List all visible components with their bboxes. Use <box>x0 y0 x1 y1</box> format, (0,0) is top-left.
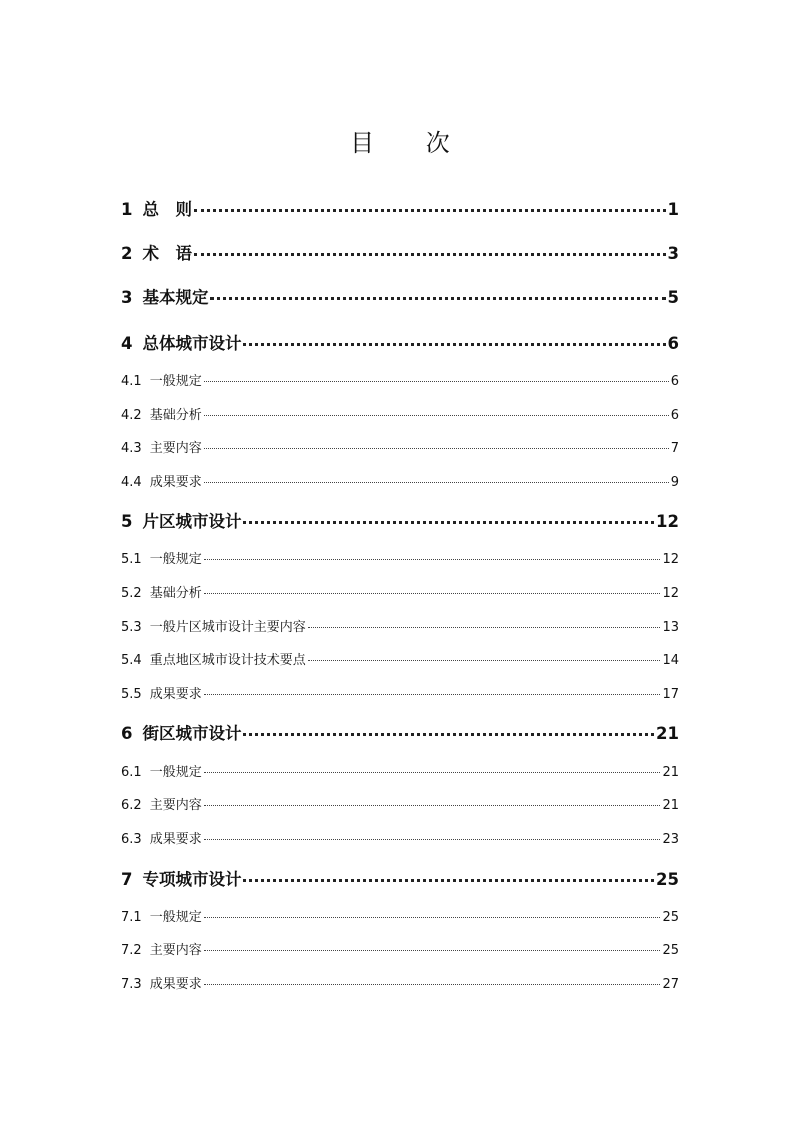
toc-chapter-entry[interactable] <box>121 332 679 356</box>
toc-page-number: 12 <box>656 512 679 531</box>
toc-section-entry[interactable] <box>121 473 679 493</box>
toc-dot-leader <box>204 984 661 985</box>
toc-entry-title: 专项城市设计 <box>142 870 242 889</box>
toc-chapter-entry[interactable] <box>121 510 679 534</box>
toc-dot-leader <box>204 839 661 840</box>
toc-entry-number: 2 <box>121 244 133 263</box>
toc-section-entry[interactable] <box>121 908 679 928</box>
toc-dot-leader <box>204 448 669 449</box>
toc-page-number: 1 <box>667 200 679 219</box>
toc-dot-leader <box>204 950 661 951</box>
toc-entry-title: 主要内容 <box>149 798 202 813</box>
toc-entry-number: 4.3 <box>121 441 142 456</box>
toc-entry-number: 7 <box>121 870 133 889</box>
toc-dot-leader <box>243 879 654 882</box>
toc-dot-leader <box>210 297 665 300</box>
toc-entry-number: 6 <box>121 724 133 743</box>
toc-section-entry[interactable] <box>121 439 679 459</box>
toc-entry-title: 术 语 <box>142 244 192 263</box>
toc-entry-title: 成果要求 <box>149 687 202 702</box>
toc-page-number: 17 <box>662 687 679 702</box>
toc-entry-title: 总体城市设计 <box>142 334 242 353</box>
toc-dot-leader <box>204 381 669 382</box>
toc-section-entry[interactable] <box>121 584 679 604</box>
toc-entry-title: 一般规定 <box>149 374 202 389</box>
toc-entry-title: 主要内容 <box>149 441 202 456</box>
toc-dot-leader <box>204 917 661 918</box>
toc-entry-number: 6.1 <box>121 765 142 780</box>
toc-entry-title: 基础分析 <box>149 408 202 423</box>
toc-page-number: 12 <box>662 586 679 601</box>
toc-entry-number: 6.2 <box>121 798 142 813</box>
toc-page-number: 21 <box>656 724 679 743</box>
toc-entry-title: 一般规定 <box>149 765 202 780</box>
toc-entry-title: 片区城市设计 <box>142 512 242 531</box>
toc-section-entry[interactable] <box>121 685 679 705</box>
toc-page-number: 12 <box>662 552 679 567</box>
toc-entry-number: 4.4 <box>121 475 142 490</box>
toc-entry-title: 街区城市设计 <box>142 724 242 743</box>
toc-entry-number: 7.3 <box>121 977 142 992</box>
toc-section-entry[interactable] <box>121 618 679 638</box>
toc-section-entry[interactable] <box>121 550 679 570</box>
toc-entry-number: 5.2 <box>121 586 142 601</box>
toc-section-entry[interactable] <box>121 975 679 995</box>
toc-dot-leader <box>204 415 669 416</box>
toc-page-number: 7 <box>670 441 679 456</box>
toc-entry-title: 一般规定 <box>149 552 202 567</box>
toc-page-number: 13 <box>662 620 679 635</box>
page-title: 目 次 <box>350 129 472 157</box>
toc-page-number: 25 <box>662 943 679 958</box>
toc-dot-leader <box>204 559 661 560</box>
toc-entry-number: 1 <box>121 200 133 219</box>
toc-page-number: 27 <box>662 977 679 992</box>
toc-entry-title: 总 则 <box>142 200 192 219</box>
toc-entry-title: 基础分析 <box>149 586 202 601</box>
toc-entry-title: 一般片区城市设计主要内容 <box>149 620 306 635</box>
toc-entry-title: 一般规定 <box>149 910 202 925</box>
toc-entry-number: 5.5 <box>121 687 142 702</box>
toc-section-entry[interactable] <box>121 372 679 392</box>
toc-page-number: 6 <box>670 374 679 389</box>
toc-dot-leader <box>308 660 661 661</box>
toc-chapter-entry[interactable] <box>121 242 679 266</box>
toc-page-number: 6 <box>667 334 679 353</box>
toc-section-entry[interactable] <box>121 406 679 426</box>
toc-dot-leader <box>204 694 661 695</box>
toc-entry-title: 重点地区城市设计技术要点 <box>149 653 306 668</box>
toc-entry-number: 4.1 <box>121 374 142 389</box>
toc-page-number: 25 <box>656 870 679 889</box>
toc-entry-number: 4.2 <box>121 408 142 423</box>
toc-dot-leader <box>243 343 665 346</box>
toc-section-entry[interactable] <box>121 763 679 783</box>
toc-page-number: 21 <box>662 798 679 813</box>
toc-entry-title: 主要内容 <box>149 943 202 958</box>
toc-dot-leader <box>243 521 654 524</box>
toc-page-number: 23 <box>662 832 679 847</box>
toc-chapter-entry[interactable] <box>121 722 679 746</box>
toc-entry-number: 7.2 <box>121 943 142 958</box>
toc-entry-title: 成果要求 <box>149 977 202 992</box>
toc-dot-leader <box>308 627 661 628</box>
toc-section-entry[interactable] <box>121 941 679 961</box>
toc-page-number: 5 <box>667 288 679 307</box>
toc-section-entry[interactable] <box>121 830 679 850</box>
toc-chapter-entry[interactable] <box>121 868 679 892</box>
toc-page-number: 3 <box>667 244 679 263</box>
toc-dot-leader <box>204 482 669 483</box>
toc-entry-number: 3 <box>121 288 133 307</box>
toc-entry-number: 5.1 <box>121 552 142 567</box>
toc-entry-number: 6.3 <box>121 832 142 847</box>
toc-chapter-entry[interactable] <box>121 286 679 310</box>
toc-entry-title: 成果要求 <box>149 832 202 847</box>
toc-entry-number: 5.3 <box>121 620 142 635</box>
toc-dot-leader <box>194 253 666 256</box>
toc-entry-number: 5.4 <box>121 653 142 668</box>
toc-entry-number: 4 <box>121 334 133 353</box>
toc-page-number: 25 <box>662 910 679 925</box>
toc-entry-title: 基本规定 <box>142 288 209 307</box>
toc-page-number: 14 <box>662 653 679 668</box>
toc-dot-leader <box>204 805 661 806</box>
toc-section-entry[interactable] <box>121 796 679 816</box>
toc-chapter-entry[interactable] <box>121 198 679 222</box>
toc-entry-title: 成果要求 <box>149 475 202 490</box>
toc-entry-number: 5 <box>121 512 133 531</box>
toc-dot-leader <box>204 772 661 773</box>
toc-dot-leader <box>243 733 654 736</box>
toc-page-number: 6 <box>670 408 679 423</box>
toc-entry-number: 7.1 <box>121 910 142 925</box>
toc-dot-leader <box>194 209 666 212</box>
toc-dot-leader <box>204 593 661 594</box>
toc-section-entry[interactable] <box>121 651 679 671</box>
toc-page-number: 21 <box>662 765 679 780</box>
toc-page-number: 9 <box>670 475 679 490</box>
